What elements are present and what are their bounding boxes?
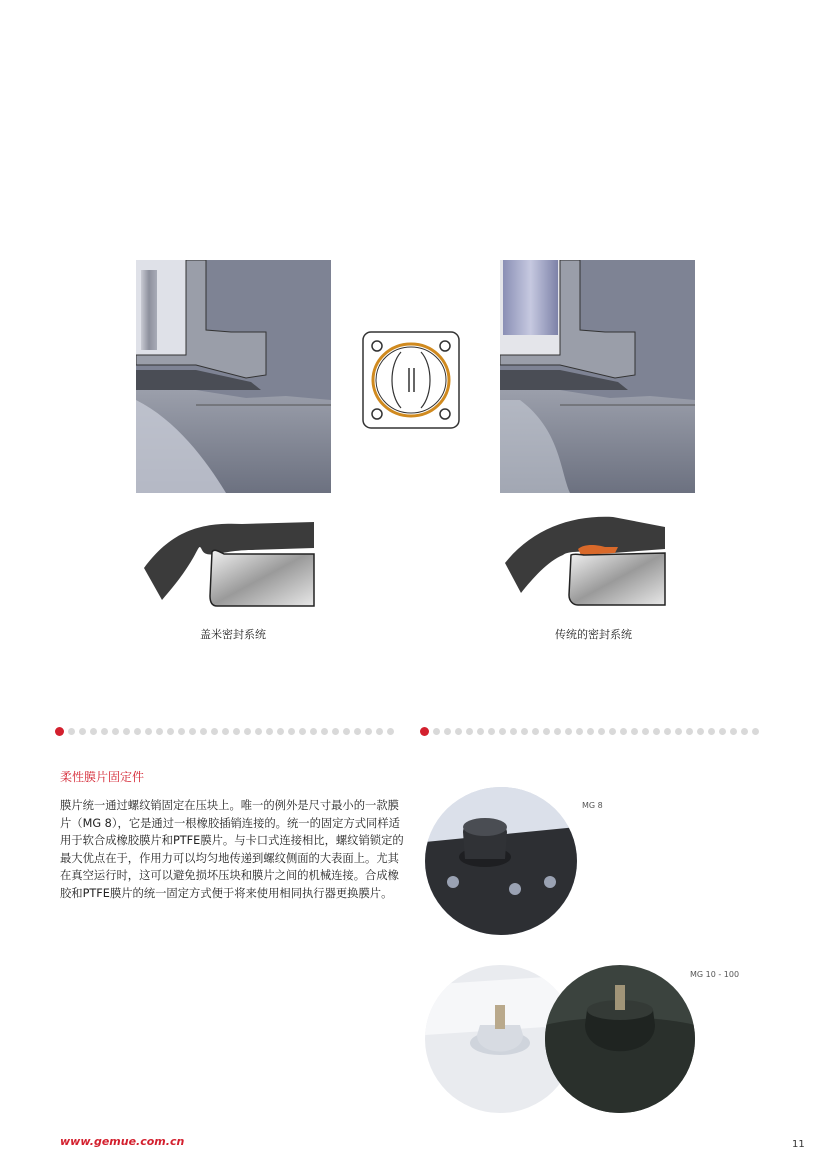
mg8-label: MG 8 xyxy=(582,801,603,810)
left-dot-divider xyxy=(55,726,394,736)
conventional-seal-cross-section xyxy=(500,260,695,493)
right-figure-caption: 传统的密封系统 xyxy=(555,628,632,641)
right-dot-divider xyxy=(420,726,759,736)
mg8-diaphragm-photo xyxy=(425,787,577,935)
section-body-text: 膜片统一通过螺纹销固定在压块上。唯一的例外是尺寸最小的一款膜片（MG 8），它是通过一根橡胶插销连接的。统一的固定方式同样适用于软合成橡胶膜片和PTFE膜片。与卡口式连接相比，螺纹销锁定的最大优点在于，作用力可以均匀地传递到螺纹侧面的大表面上。尤其在真空运行时，这可以避免损坏压块和膜片之间的机械连接。合成橡胶和PTFE膜片的统一固定方式便于将来使用相同执行器更换膜片。 xyxy=(60,799,404,900)
gemue-seal-detail xyxy=(142,520,322,610)
footer-website-link[interactable]: www.gemue.com.cn xyxy=(60,1135,185,1148)
mg10-100-label: MG 10 - 100 xyxy=(690,970,740,979)
section-title: 柔性膜片固定件 xyxy=(60,770,145,784)
gemue-seal-cross-section xyxy=(136,260,331,493)
left-figure-caption: 盖米密封系统 xyxy=(200,628,266,641)
mg10-rubber-diaphragm-photo xyxy=(545,965,695,1113)
page-number: 11 xyxy=(792,1139,805,1150)
diaphragm-top-view-diagram xyxy=(361,330,461,430)
conventional-seal-detail xyxy=(503,513,675,610)
